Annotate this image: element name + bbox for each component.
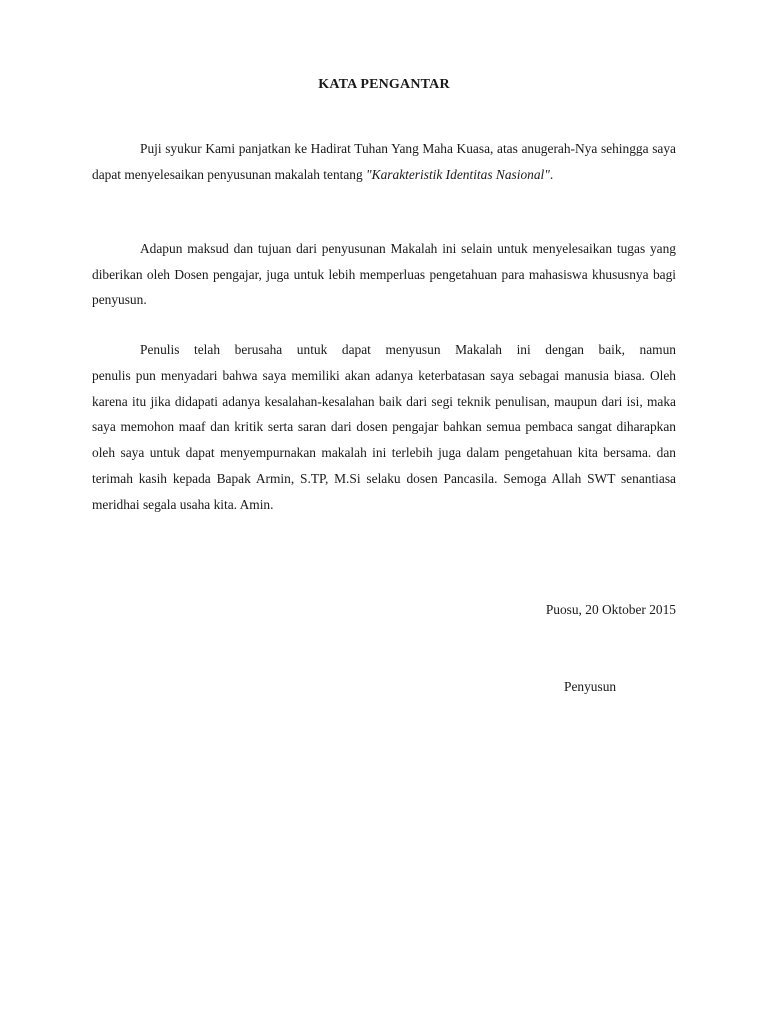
paragraph-1-text: Puji syukur Kami panjatkan ke Hadirat Tuhan Yang Maha Kuasa, atas anugerah-Nya sehingga saya dapat menyelesaikan penyusunan makalah tentang bbox=[92, 141, 676, 182]
paragraph-2: Adapun maksud dan tujuan dari penyusunan Makalah ini selain untuk menyelesaikan tugas yang diberikan oleh Dosen pengajar, juga untuk lebih memperluas pengetahuan para mahasiswa khususnya bagi penyusun. bbox=[92, 241, 676, 308]
paragraph-3-first-line: Penulis telah berusaha untuk dapat menyusun Makalah ini dengan baik, namun bbox=[140, 342, 676, 357]
place-date: Puosu, 20 Oktober 2015 bbox=[545, 602, 676, 617]
paragraph-1-italic-title: "Karakteristik Identitas Nasional" bbox=[366, 166, 550, 182]
signer-label: Penyusun bbox=[564, 679, 617, 694]
paragraph-3-body: penulis pun menyadari bahwa saya memiliki akan adanya keterbatasan saya sebagai manusia biasa. Oleh karena itu jika didapati adanya kesalahan-kesalahan baik dari segi teknik penulisan, maupun dari isi, maka saya memohon maaf dan kritik serta saran dari dosen pengajar bahkan semua pembaca sangat diharapkan oleh saya untuk dapat menyempurnakan makalah ini terlebih juga dalam pengetahuan kita bersama. dan terimah kasih kepada Bapak Armin, S.TP, M.Si selaku dosen Pancasila. Semoga Allah SWT senantiasa meridhai segala usaha kita. Amin. bbox=[92, 368, 676, 512]
paragraph-1-end: . bbox=[549, 166, 554, 182]
page-title: KATA PENGANTAR bbox=[318, 77, 450, 92]
paragraph-1 bbox=[92, 136, 676, 187]
